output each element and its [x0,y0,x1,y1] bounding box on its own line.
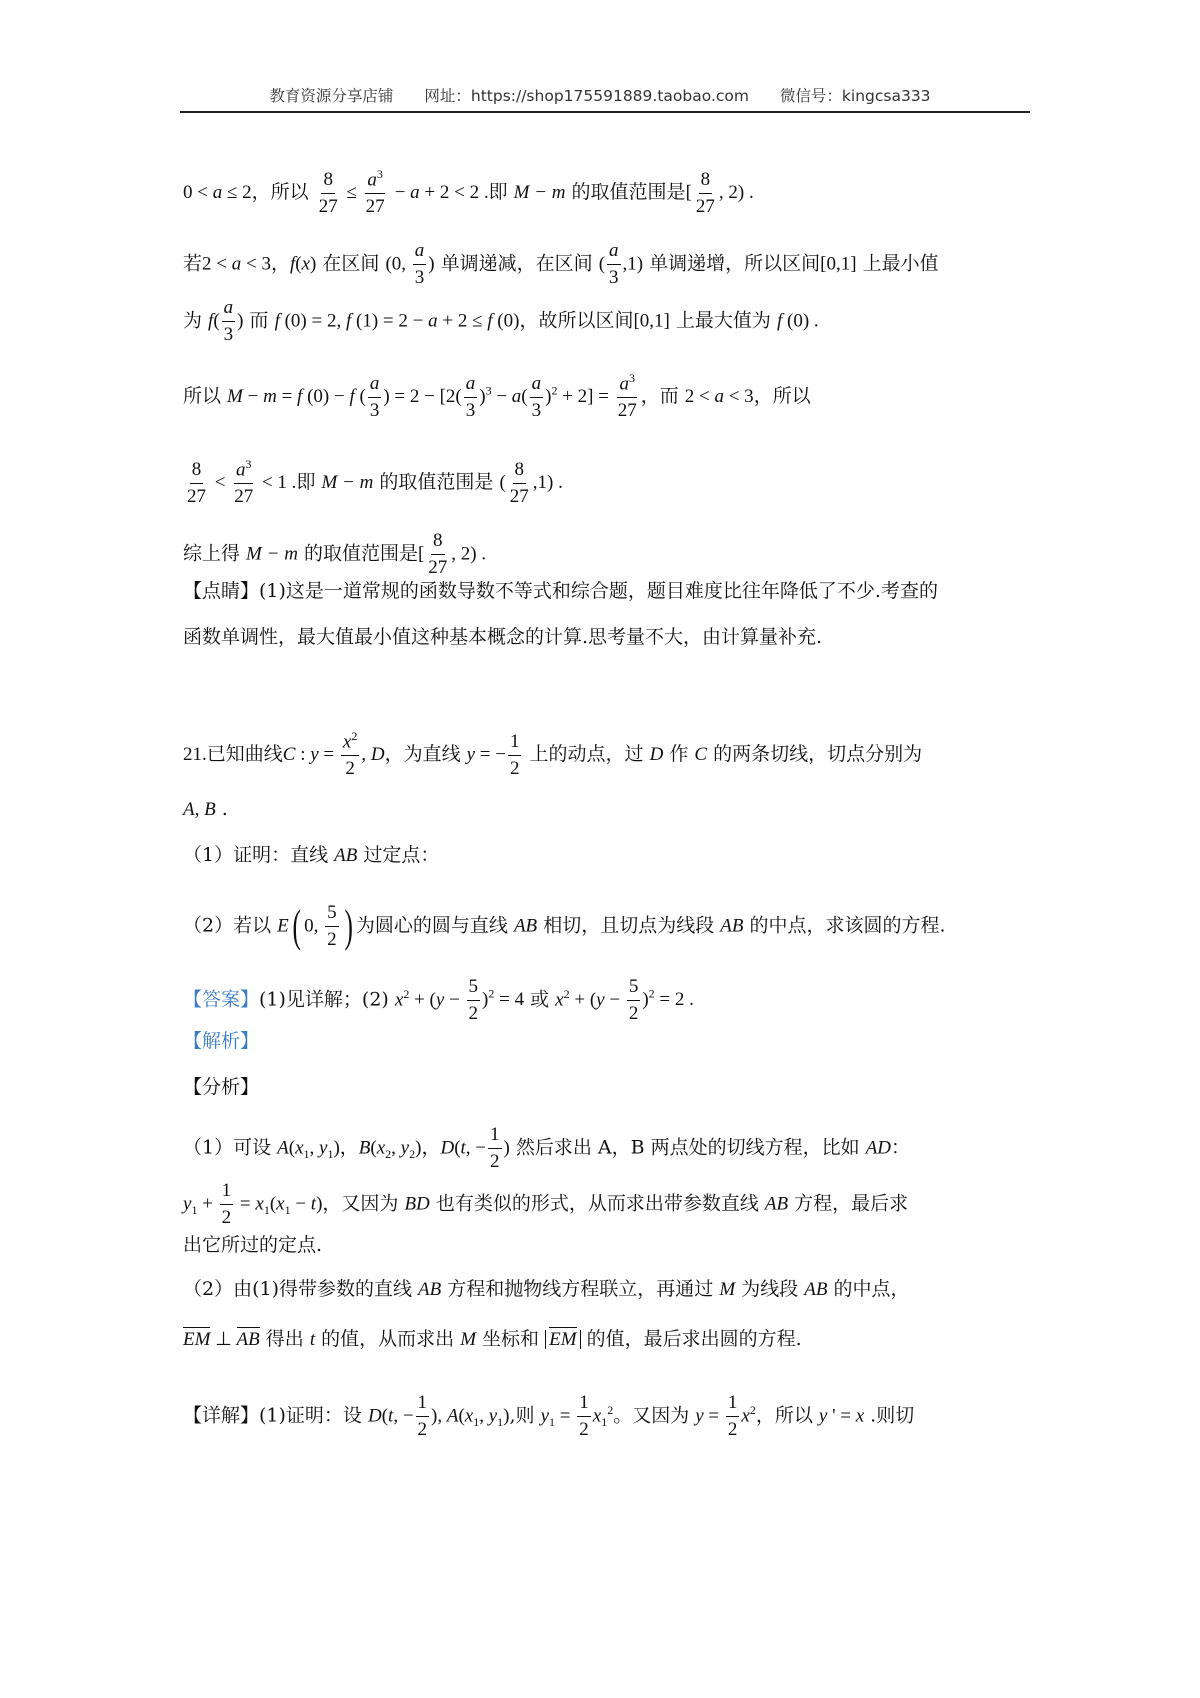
text-line-15: 【分析】 [183,1076,260,1098]
text-line-13: 【答案】(1)见详解；(2) $x^2 + (y$ − $\frac{5}{2}$ )$^2$ = 4 或 $x^2 + (y$ − $\frac{5}{2}$ )$^2$ = 2 . [183,976,694,1024]
text-line-6: 综上得 M − m 的取值范围是[ $\frac{8}{27}$ , 2) . [183,530,487,578]
text-line-17: $y_1$ + $\frac{1}{2}$ = $x_1(x_1 - t)$，又因为 BD 也有类似的形式，从而求出带参数直线 AB 方程，最后求 [183,1180,909,1228]
text-line-18: 出它所过的定点. [183,1234,323,1256]
text-line-10: A, B . [183,798,228,820]
text-line-14: 【解析】 [183,1030,260,1052]
text-line-12: （2）若以 E( 0, $\frac{5}{2}$ ) 为圆心的圆与直线 AB 相切，且切点为线段 AB 的中点，求该圆的方程. [183,900,946,952]
header-rule [180,111,1030,113]
text-line-20: EM ⊥ AB 得出 t 的值，从而求出 M 坐标和 EM 的值，最后求出圆的方程. [183,1328,802,1350]
text-line-5: $\frac{8}{27}$ < $\frac{a^3}{27}$ < 1 .即 M − m 的取值范围是 ( $\frac{8}{27}$ ,1) . [187,457,563,508]
text-line-7: 【点睛】(1)这是一道常规的函数导数不等式和综合题，题目难度比往年降低了不少.考查的 [183,580,938,602]
header-url: 网址：https://shop175591889.taobao.com [424,87,749,105]
page-header [0,84,1200,106]
text-line-2: 若2 < a < 3，f(x) 在区间 (0, $\frac{a}{3}$ ) 单调递减，在区间 ( $\frac{a}{3}$ ,1) 单调递增，所以区间[0,1] 上最小值 [183,240,939,288]
header-wechat: 微信号：kingcsa333 [779,87,931,105]
text-line-16: （1）可设 $A(x_1$, $y_1$)，$B(x_2$, $y_2$)，D(t, − $\frac{1}{2}$ ) 然后求出 A，B 两点处的切线方程，比如 AD： [183,1124,911,1172]
text-line-11: （1）证明：直线 AB 过定点： [183,844,440,866]
text-line-21: 【详解】(1)证明：设 D(t, − $\frac{1}{2}$ ), $A(x_1$, $y_1$),则 $y_1$ = $\frac{1}{2}$ $x_1^2$。又因为 y = $\frac{1}{2}$ $x^2$，所以 y ' = x .则切 [183,1392,915,1440]
text-line-1: 0 < a ≤ 2，所以 $\frac{8}{27}$ ≤ $\frac{a^3}{27}$ − a + 2 < 2 .即 M − m 的取值范围是[ $\frac{8}{27}$ , 2) . [183,167,754,218]
header-shop: 教育资源分享店铺 [269,87,394,105]
text-line-8: 函数单调性，最大值最小值这种基本概念的计算.思考量不大，由计算量补充. [183,626,823,648]
text-line-3: 为 f( $\frac{a}{3}$ ) 而 f (0) = 2, f (1) = 2 − a + 2 ≤ f (0)，故所以区间[0,1] 上最大值为 f (0) . [183,297,819,345]
text-line-9: 21.已知曲线C : y = $\frac{x^2}{2}$ , D，为直线 y = − $\frac{1}{2}$ 上的动点，过 D 作 C 的两条切线，切点分别为 [183,729,923,780]
text-line-4: 所以 M − m = f (0) − f ( $\frac{a}{3}$ ) = 2 − [2( $\frac{a}{3}$ )$^3$ − a( $\frac{a}{3}$ )$^2$ + 2] = $\frac{a^3}{27}$ ，而 2 < a < 3，所以 [183,371,811,422]
text-line-19: （2）由(1)得带参数的直线 AB 方程和抛物线方程联立，再通过 M 为线段 AB 的中点， [183,1278,910,1300]
